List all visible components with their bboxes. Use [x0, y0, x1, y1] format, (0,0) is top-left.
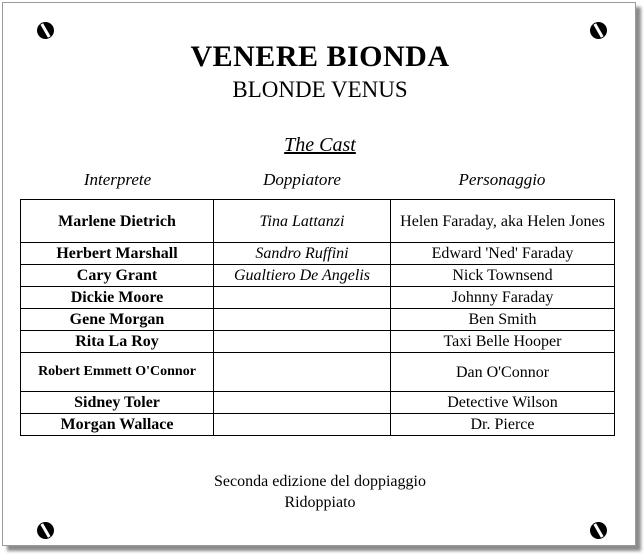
column-header-personaggio: Personaggio	[458, 170, 546, 189]
dubber-cell	[214, 392, 391, 414]
actor-cell: Rita La Roy	[21, 331, 214, 353]
character-cell: Helen Faraday, aka Helen Jones	[391, 200, 615, 243]
character-cell: Ben Smith	[391, 309, 615, 331]
dubber-cell	[214, 353, 391, 392]
cast-heading: The Cast	[284, 134, 356, 156]
actor-cell: Sidney Toler	[21, 392, 214, 414]
actor-cell: Morgan Wallace	[21, 414, 214, 436]
table-row	[21, 331, 615, 353]
dubber-cell	[214, 414, 391, 436]
actor-cell: Gene Morgan	[21, 309, 214, 331]
page-title: VENERE BIONDA	[190, 40, 450, 73]
table-row	[21, 414, 615, 436]
character-cell: Taxi Belle Hooper	[391, 331, 615, 353]
column-header-doppiatore: Doppiatore	[263, 170, 341, 189]
table-row	[21, 353, 615, 392]
table-row	[21, 287, 615, 309]
dubber-cell: Tina Lattanzi	[214, 200, 391, 243]
table-row	[21, 243, 615, 265]
character-cell: Dr. Pierce	[391, 414, 615, 436]
character-cell: Edward 'Ned' Faraday	[391, 243, 615, 265]
actor-cell: Cary Grant	[21, 265, 214, 287]
actor-cell: Robert Emmett O'Connor	[21, 353, 214, 392]
character-cell: Nick Townsend	[391, 265, 615, 287]
dubber-cell: Gualtiero De Angelis	[214, 265, 391, 287]
table-row	[21, 309, 615, 331]
footer-edition-note: Seconda edizione del doppiaggio	[214, 473, 426, 490]
footer-redub-note: Ridoppiato	[284, 494, 356, 511]
cast-plaque	[2, 2, 636, 546]
character-cell: Dan O'Connor	[391, 353, 615, 392]
dubber-cell	[214, 331, 391, 353]
screw-icon-bottom-left	[37, 522, 54, 539]
character-cell: Detective Wilson	[391, 392, 615, 414]
cast-table	[20, 199, 615, 436]
table-row	[21, 265, 615, 287]
table-row	[21, 392, 615, 414]
actor-cell: Marlene Dietrich	[21, 200, 214, 243]
actor-cell: Herbert Marshall	[21, 243, 214, 265]
screw-icon-top-left	[37, 22, 54, 39]
dubber-cell	[214, 309, 391, 331]
character-cell: Johnny Faraday	[391, 287, 615, 309]
page-subtitle: BLONDE VENUS	[232, 77, 408, 102]
actor-cell: Dickie Moore	[21, 287, 214, 309]
screw-icon-top-right	[590, 22, 607, 39]
dubber-cell	[214, 287, 391, 309]
screw-icon-bottom-right	[590, 522, 607, 539]
dubber-cell: Sandro Ruffini	[214, 243, 391, 265]
column-header-interprete: Interprete	[83, 170, 152, 189]
table-row	[21, 200, 615, 243]
